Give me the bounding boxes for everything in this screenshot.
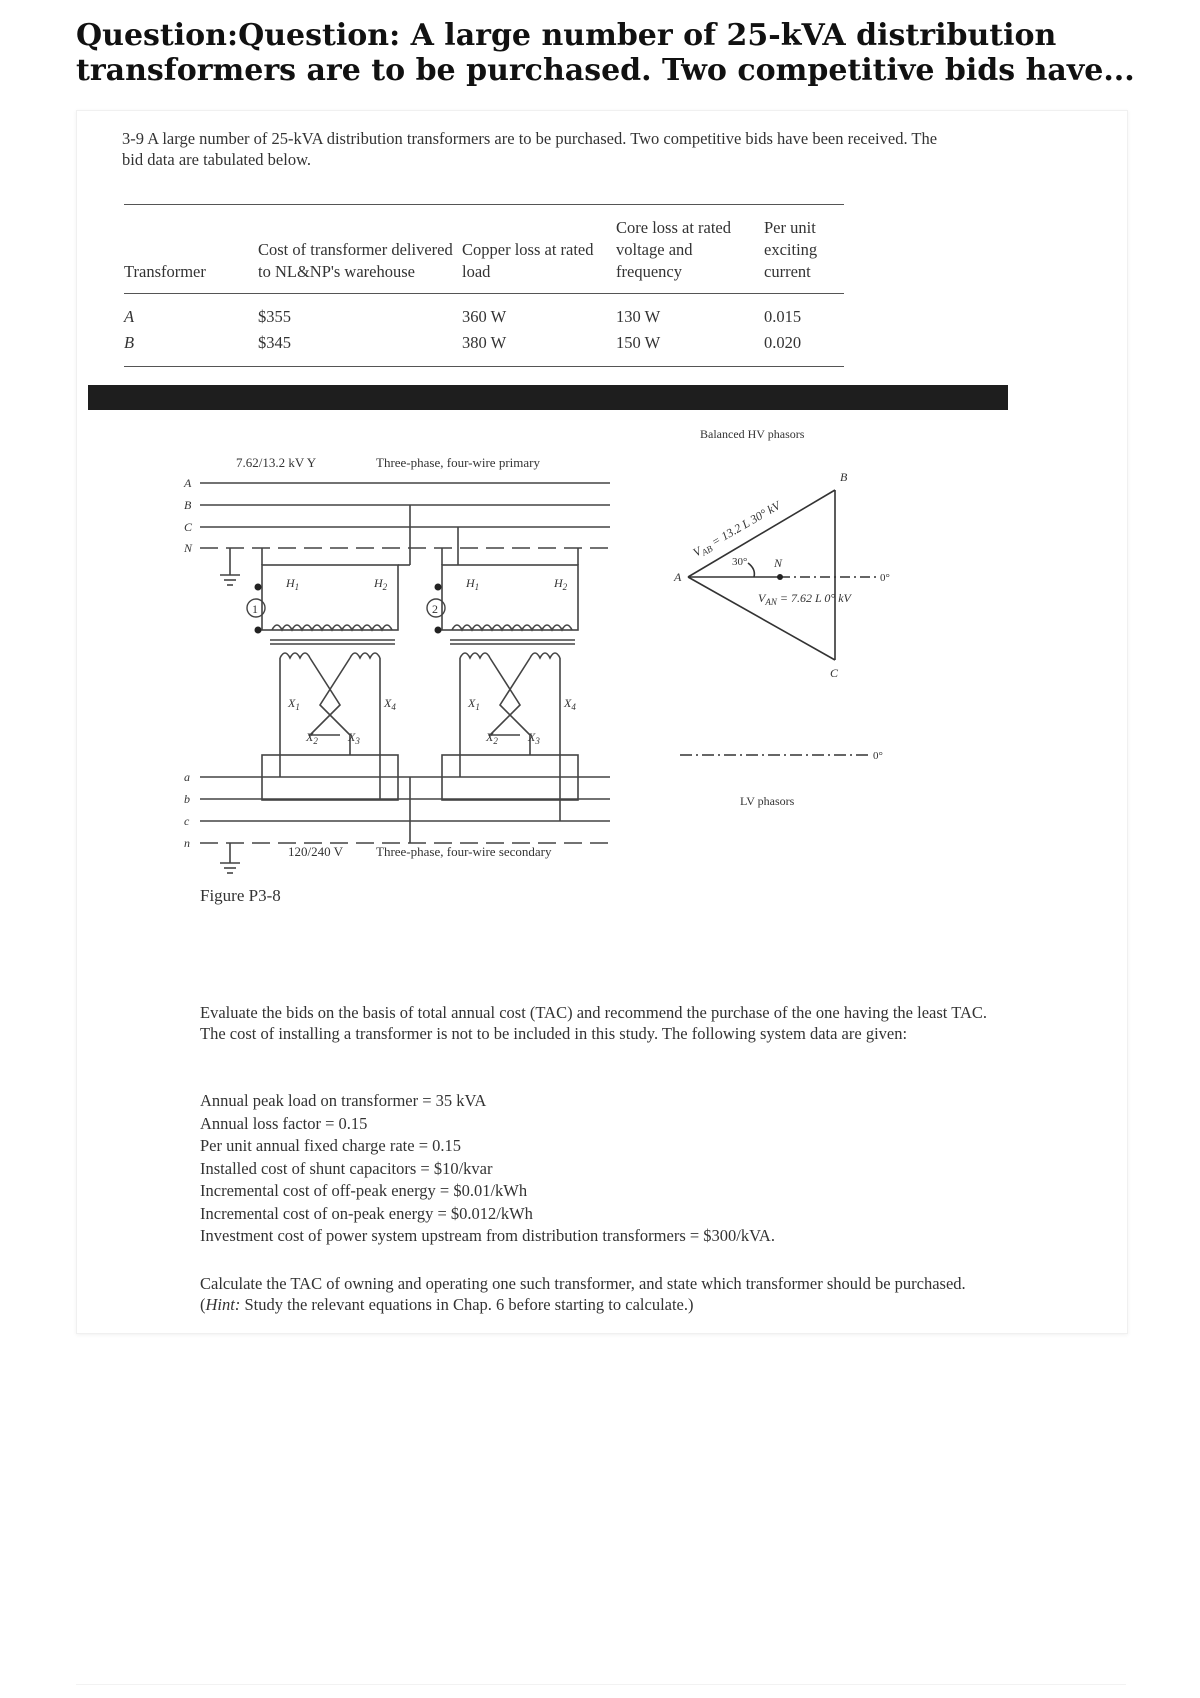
calc-prefix: Calculate the TAC of owning and operating one such transformer, and state which transformer should be purchased. (	[200, 1274, 966, 1314]
line-label: c	[184, 814, 190, 828]
primary-desc-label: Three-phase, four-wire primary	[376, 455, 540, 470]
column-header: Cost of transformer delivered to NL&NP's warehouse	[258, 205, 462, 294]
column-header: Per unit exciting current	[764, 205, 844, 294]
column-header: Core loss at rated voltage and frequency	[616, 205, 764, 294]
terminal-h: H	[286, 576, 295, 590]
svg-text:X3	[527, 730, 540, 746]
hv-phasor-lines	[688, 490, 880, 660]
line-label: B	[184, 498, 192, 512]
line-label: b	[184, 792, 190, 806]
terminal-sub: 1	[474, 582, 480, 592]
zero-deg-label: 0°	[880, 572, 890, 584]
list-item: Investment cost of power system upstream from distribution transformers = $300/kVA.	[200, 1226, 775, 1245]
svg-text:X4	[563, 696, 576, 712]
van-v: V	[758, 591, 766, 605]
primary-connections	[262, 505, 578, 843]
terminal-x: X	[528, 730, 536, 744]
column-header: Copper loss at rated load	[462, 205, 616, 294]
phasor-a-label: A	[674, 570, 682, 584]
terminal-x: X	[468, 696, 476, 710]
table-cell: $345	[258, 328, 462, 367]
terminal-sub: 1	[475, 702, 480, 712]
terminal-x: X	[486, 730, 494, 744]
terminal-sub: 1	[294, 582, 300, 592]
lv-zero-deg: 0°	[873, 750, 883, 762]
terminal-sub: 3	[535, 736, 540, 746]
neutral-label: N	[774, 556, 783, 570]
terminal-h: H	[374, 576, 383, 590]
hv-phasors-title: Balanced HV phasors	[700, 427, 805, 441]
table-cell: 360 W	[462, 307, 507, 326]
terminal-sub: 2	[313, 736, 318, 746]
terminal-x: X	[306, 730, 314, 744]
terminal-x: X	[384, 696, 392, 710]
secondary-voltage-label: 120/240 V	[288, 844, 344, 859]
list-item: Installed cost of shunt capacitors = $10/kvar	[200, 1158, 493, 1178]
terminal-x: X	[348, 730, 356, 744]
vab-sub: AB	[699, 543, 715, 558]
divider	[76, 1684, 1126, 1685]
table-cell: B	[124, 328, 258, 367]
table-cell: $355	[258, 307, 291, 326]
terminal-h: H	[466, 576, 475, 590]
unit-1-label: 1	[252, 602, 258, 616]
table-row	[124, 328, 844, 367]
list-item: Incremental cost of off-peak energy = $0.01/kWh	[200, 1181, 528, 1200]
neutral-point	[777, 574, 783, 580]
svg-text:X1	[287, 696, 300, 712]
calc-hint: Hint:	[205, 1295, 241, 1314]
angle-30-label: 30°	[732, 556, 748, 568]
table-row	[124, 294, 844, 329]
svg-text:H2	[373, 576, 388, 592]
phasor-c-label: C	[830, 666, 839, 680]
ground-icon	[220, 548, 240, 585]
list-item: Annual peak load on transformer = 35 kVA	[200, 1091, 487, 1110]
list-item: Incremental cost of on-peak energy = $0.012/kWh	[200, 1203, 533, 1223]
calc-suffix: Study the relevant equations in Chap. 6 before starting to calculate.)	[240, 1295, 694, 1314]
terminal-sub: 4	[391, 702, 396, 712]
vab-label	[691, 497, 786, 561]
lv-phasors-label: LV phasors	[740, 794, 795, 808]
terminal-sub: 2	[382, 582, 388, 592]
primary-lines	[200, 483, 610, 548]
terminal-sub: 4	[571, 702, 576, 712]
svg-text:X4	[383, 696, 396, 712]
van-label	[758, 591, 853, 607]
primary-voltage-label: 7.62/13.2 kV Y	[236, 455, 317, 470]
transformer-unit-1	[262, 565, 398, 800]
secondary-desc-label: Three-phase, four-wire secondary	[376, 844, 552, 859]
line-label: a	[184, 770, 190, 784]
svg-text:H1	[285, 576, 299, 592]
terminal-h: H	[554, 576, 563, 590]
van-value: = 7.62 L 0° kV	[776, 591, 851, 605]
table-cell: 130 W	[616, 307, 661, 326]
table-cell: 0.020	[764, 328, 844, 367]
table-cell: 150 W	[616, 328, 764, 367]
table-cell: 380 W	[462, 328, 616, 367]
list-item: Annual loss factor = 0.15	[200, 1113, 368, 1133]
terminal-x: X	[288, 696, 296, 710]
problem-intro: 3-9 A large number of 25-kVA distribution transformers are to be purchased. Two competitive bids have been received. The bid data are tabulated below.	[122, 129, 938, 169]
line-label: n	[184, 836, 190, 850]
transformer-unit-2	[442, 565, 578, 821]
list-item: Per unit annual fixed charge rate = 0.15	[200, 1136, 461, 1155]
scan-divider-bar	[88, 385, 1008, 410]
svg-text:H1	[465, 576, 479, 592]
terminal-sub: 2	[562, 582, 568, 592]
column-header: Transformer	[124, 205, 258, 294]
line-label: N	[184, 541, 193, 555]
secondary-line-labels	[184, 770, 190, 850]
svg-text:X1	[467, 696, 480, 712]
svg-text:H2	[553, 576, 568, 592]
system-data-list	[200, 1090, 960, 1248]
ground-icon	[220, 843, 240, 873]
transformer-diagram	[180, 415, 920, 885]
problem-body: Evaluate the bids on the basis of total annual cost (TAC) and recommend the purchase of the one having the least TAC. The cost of installing a transformer is not to be included in this study. The following system data are given:	[200, 1003, 987, 1043]
terminal-sub: 1	[295, 702, 300, 712]
primary-line-labels	[183, 476, 193, 555]
table-header-row	[124, 205, 844, 294]
line-label: C	[184, 520, 193, 534]
svg-text:X2	[485, 730, 498, 746]
phasor-b-label: B	[840, 470, 848, 484]
svg-text:X2	[305, 730, 318, 746]
terminal-x: X	[564, 696, 572, 710]
unit-2-label: 2	[432, 602, 438, 616]
vab-value: = 13.2 L 30° kV	[706, 498, 783, 551]
terminal-sub: 3	[355, 736, 360, 746]
table-cell: A	[124, 307, 135, 326]
vab-v: V	[690, 543, 704, 560]
page-title: Question:Question: A large number of 25-kVA distribution transformers are to be purchased. Two competitive bids have...	[76, 18, 1135, 88]
table-cell: 0.015	[764, 307, 802, 326]
van-sub: AN	[765, 597, 777, 607]
calculation-instruction	[200, 1273, 1000, 1315]
line-label: A	[184, 476, 192, 490]
svg-text:X3	[347, 730, 360, 746]
figure-caption: Figure P3-8	[200, 886, 281, 905]
terminal-sub: 2	[493, 736, 498, 746]
bid-data-table	[124, 204, 844, 367]
